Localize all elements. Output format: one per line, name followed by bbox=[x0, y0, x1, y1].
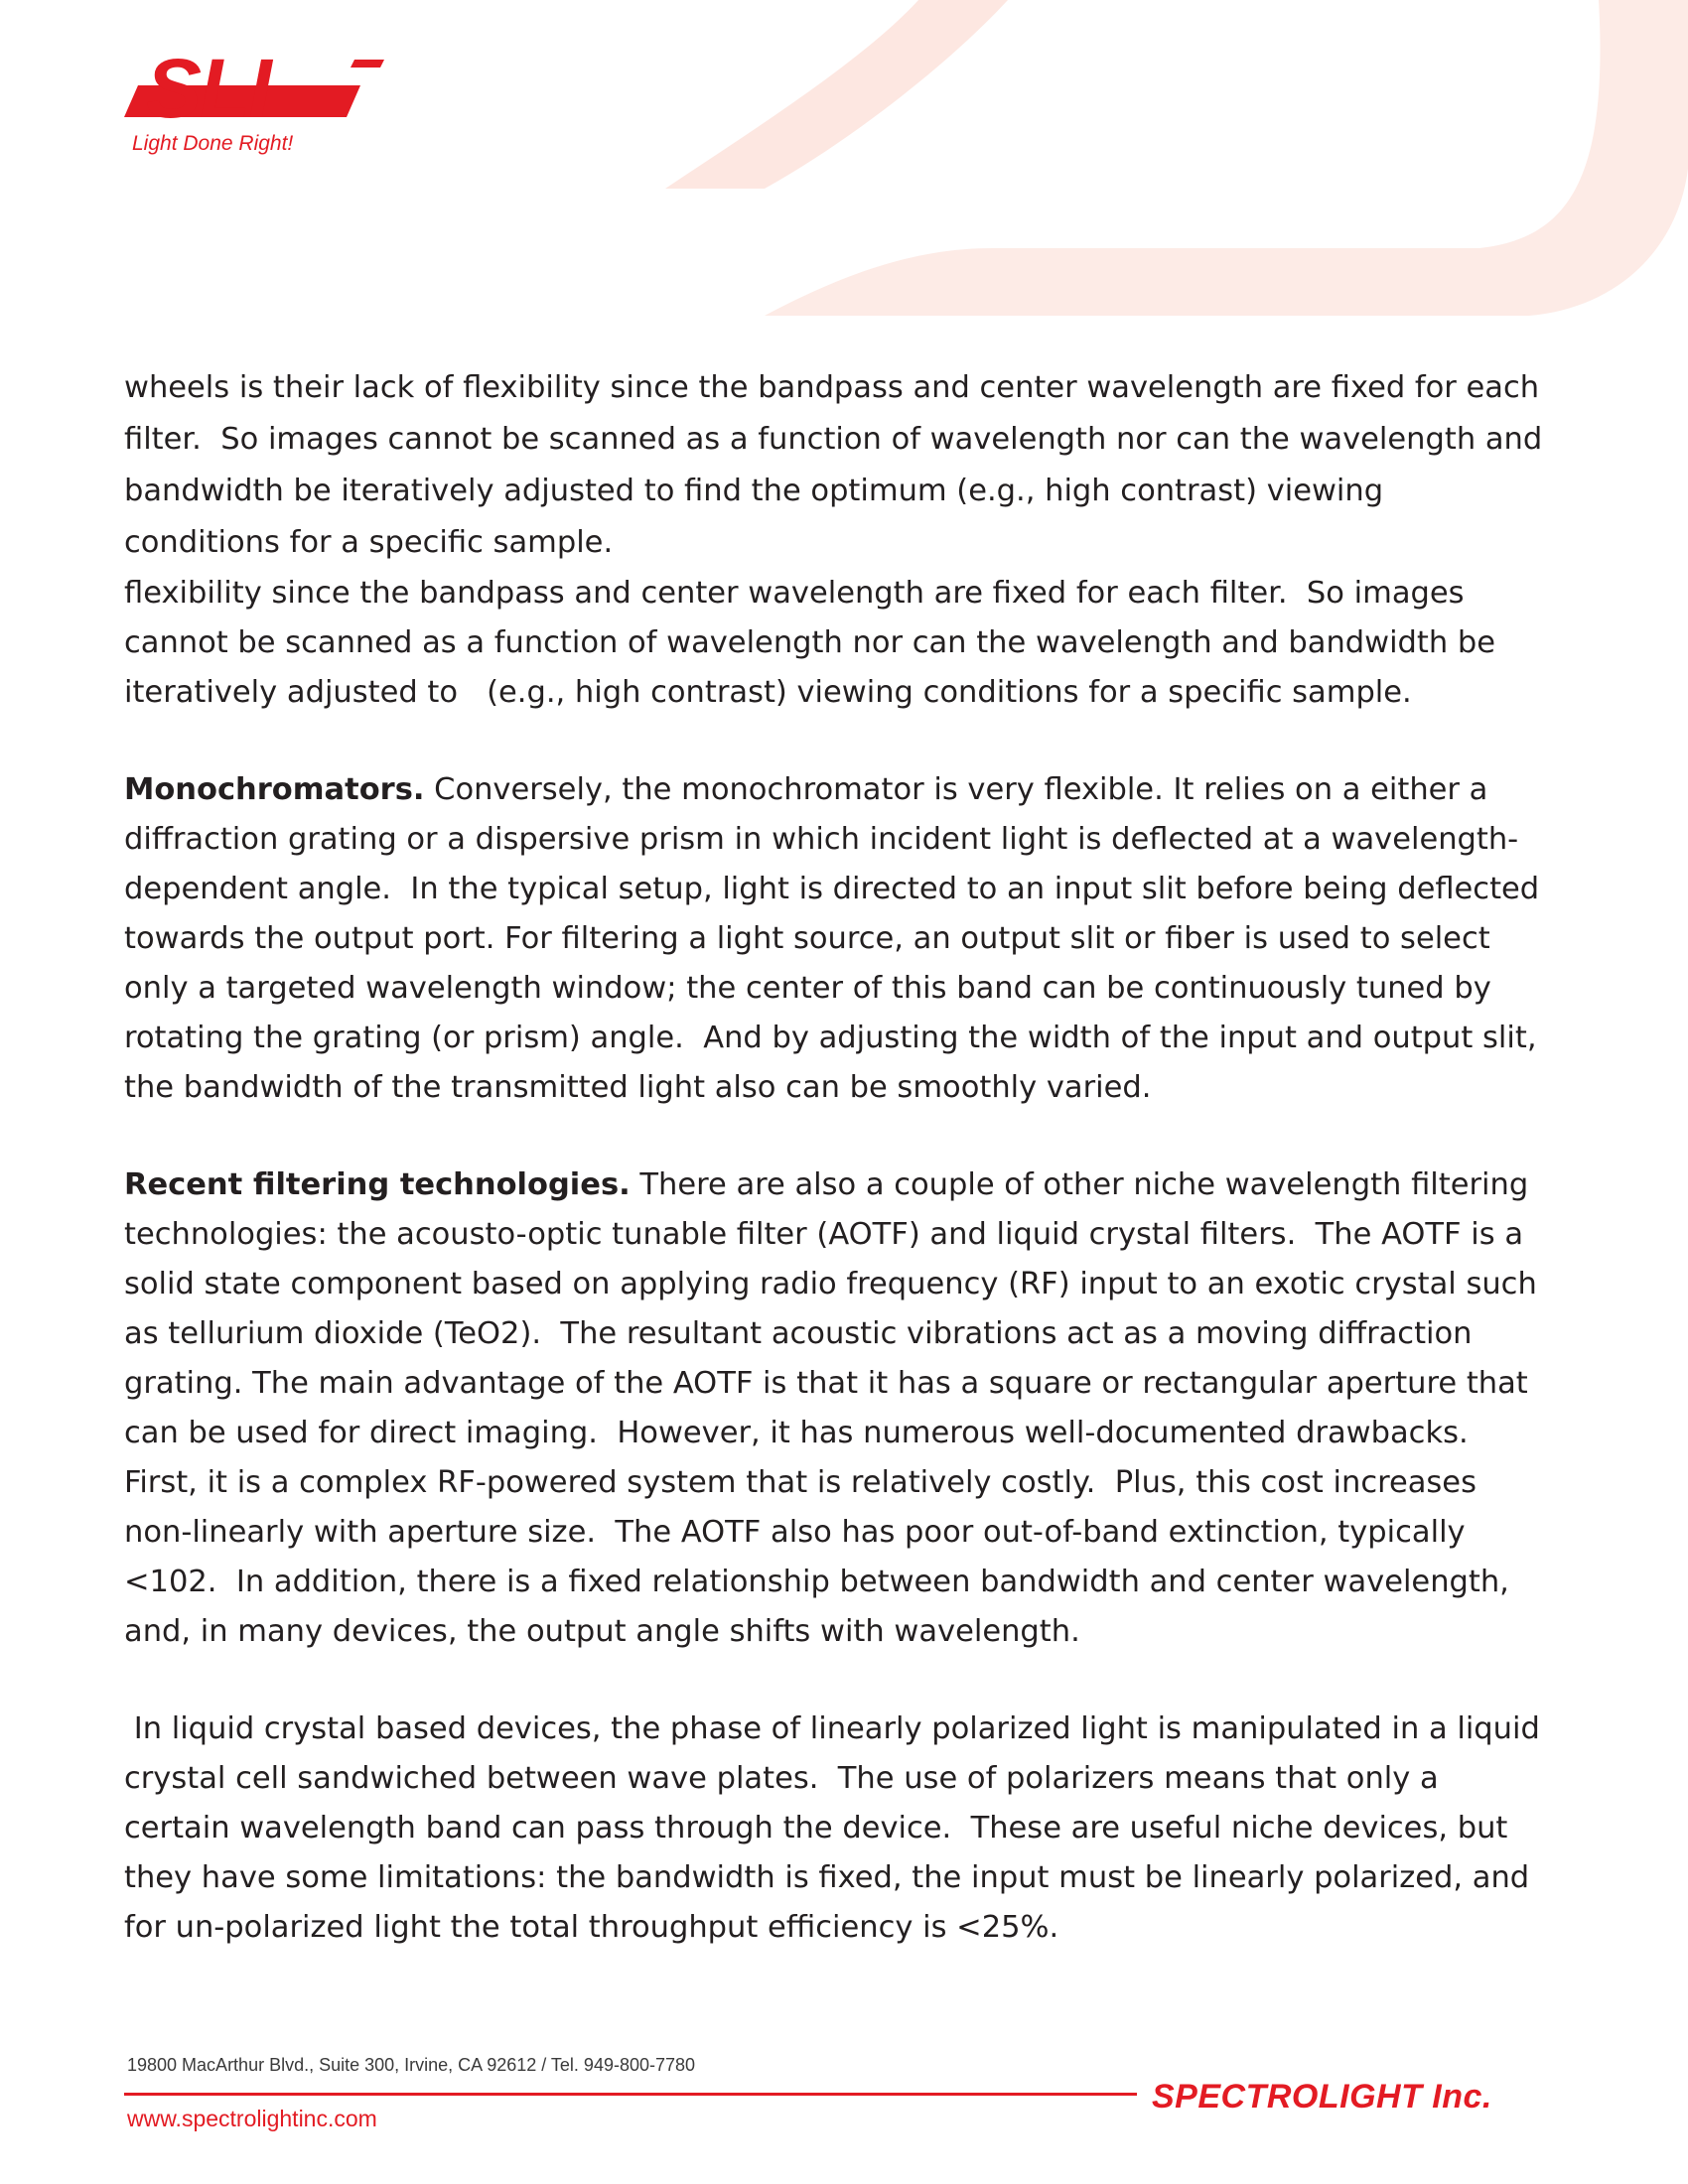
sli-logo bbox=[124, 40, 392, 169]
sli-logo-mark bbox=[124, 40, 392, 129]
paragraph-monochromators bbox=[124, 765, 1549, 1113]
monochromators-heading: Monochromators. bbox=[124, 772, 425, 807]
recent-technologies-text: There are also a couple of other niche wavelength filtering technologies: the acousto-optic tunable filter (AOTF) and liquid crystal filters. The AOTF is a solid state component based on applying radio frequency (RF) input to an exotic crystal such as tellurium dioxide (TeO2). The resultant acoustic vibrations act as a moving diffraction grating. The main advantage of the AOTF is that it has a square or rectangular aperture that can be used for direct imaging. However, it has numerous well-documented drawbacks. First, it is a complex RF-powered system that is relatively costly. Plus, this cost increases non-linearly with aperture size. The AOTF also has poor out-of-band extinction, typically <102. In addition, there is a fixed relationship between bandwidth and center wavelength, and, in many devices, the output angle shifts with wavelength. bbox=[124, 1167, 1547, 1649]
paragraph-liquid-crystal: In liquid crystal based devices, the phase of linearly polarized light is manipulated in a liquid crystal cell sandwiched between wave plates. The use of polarizers means that only a certain wavelength band can pass through the device. These are useful niche devices, but they have some limitations: the bandwidth is fixed, the input must be linearly polarized, and for un-polarized light the total throughput efficiency is <25%. bbox=[124, 1711, 1550, 1945]
article-body bbox=[124, 362, 1552, 1953]
footer-company-name: SPECTROLIGHT Inc. bbox=[1152, 2078, 1492, 2116]
recent-technologies-heading: Recent filtering technologies. bbox=[124, 1167, 631, 1202]
paragraph-flexibility: flexibility since the bandpass and center wavelength are fixed for each filter. So images cannot be scanned as a function of wavelength nor can the wavelength and bandwidth be iteratively adjusted to (e.g., high contrast) viewing conditions for a specific sample. bbox=[124, 576, 1505, 710]
monochromators-text: Conversely, the monochromator is very flexible. It relies on a either a diffraction grating or a dispersive prism in which incident light is deflected at a wavelength-dependent angle. In the typical setup, light is directed to an input slit before being deflected towards the output port. For filtering a light source, an output slit or fiber is used to select only a targeted wavelength window; the center of this band can be continuously tuned by rotating the grating (or prism) angle. And by adjusting the width of the input and output slit, the bandwidth of the transmitted light also can be smoothly varied. bbox=[124, 772, 1549, 1105]
footer-address: 19800 MacArthur Blvd., Suite 300, Irvine, CA 92612 / Tel. 949-800-7780 bbox=[127, 2055, 696, 2075]
footer-website-link[interactable]: www.spectrolightinc.com bbox=[127, 2106, 377, 2131]
paragraph-filter-wheels: wheels is their lack of flexibility since the bandpass and center wavelength are fixed for each filter. So images cannot be scanned as a function of wavelength nor can the wavelength and bandwidth be iteratively adjusted to find the optimum (e.g., high contrast) viewing conditions for a specific sample. bbox=[124, 370, 1552, 560]
brand-tagline: Light Done Right! bbox=[132, 132, 294, 155]
footer-divider bbox=[124, 2093, 1137, 2096]
logo-wordmark: SLI bbox=[146, 42, 270, 129]
paragraph-recent-technologies bbox=[124, 1160, 1547, 1657]
